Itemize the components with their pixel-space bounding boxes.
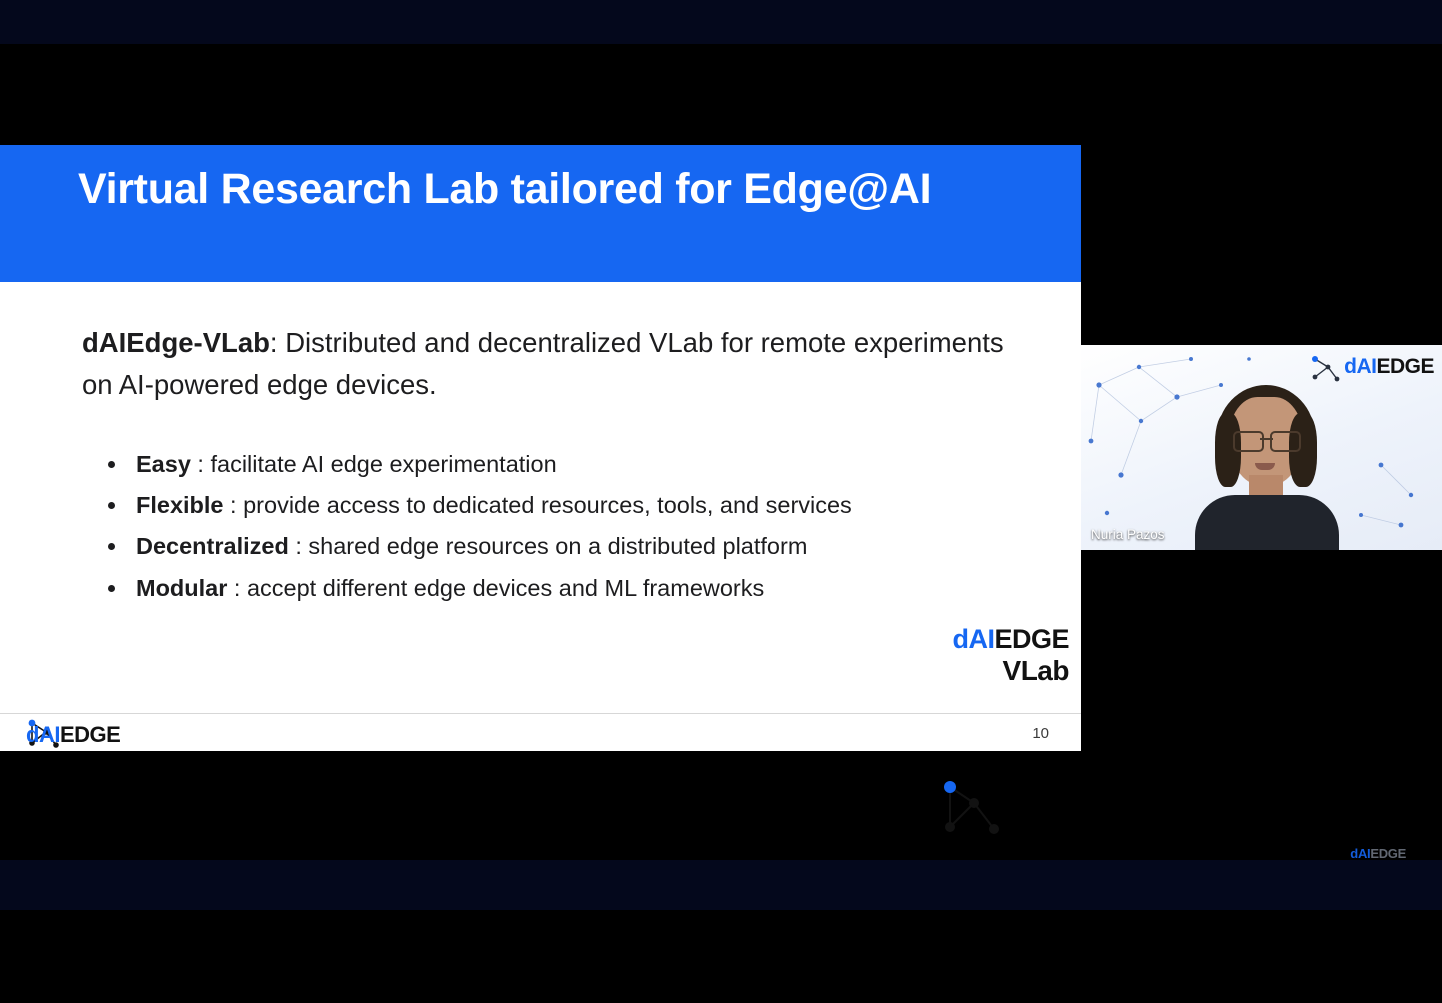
corner-watermark-logo (1350, 846, 1406, 861)
vlab-logo-part1: dAI (952, 624, 995, 654)
slide-body (0, 282, 1081, 713)
bullet-desc: : accept different edge devices and ML frameworks (227, 574, 765, 601)
vlab-logo-part2: EDGE (994, 624, 1069, 654)
list-item (96, 572, 1021, 605)
daiedge-vlab-wordmark (952, 626, 1069, 685)
slide-lead-strong: dAIEdge-VLab (82, 327, 270, 358)
watermark-part1: dAI (1350, 846, 1371, 861)
slide-title-band (0, 145, 1081, 282)
video-logo-part1: dAI (1344, 355, 1377, 378)
footer-logo-wordmark (26, 722, 120, 748)
torso-shape (1195, 495, 1339, 550)
bullet-term: Easy (136, 450, 191, 477)
bullet-term: Modular (136, 574, 228, 601)
footer-logo-part2: EDGE (59, 722, 121, 747)
presentation-slide (0, 145, 1081, 750)
video-overlay-logo-mark-icon (1310, 353, 1340, 383)
bullet-desc: : shared edge resources on a distributed platform (288, 533, 808, 560)
slide-footer (0, 713, 1081, 751)
participant-avatar (1193, 391, 1341, 550)
watermark-part2: EDGE (1370, 846, 1406, 861)
list-item (96, 530, 1021, 563)
bullet-term: Decentralized (136, 533, 289, 560)
footer-logo-part1: dAI (26, 722, 60, 747)
slide-page-number: 10 (1032, 725, 1049, 742)
participant-video-tile[interactable] (1081, 345, 1442, 550)
slide-lead-paragraph (82, 322, 1021, 406)
participant-name-label: Nuria Pazos (1091, 527, 1165, 542)
bullet-desc: : provide access to dedicated resources, tools, and services (223, 491, 852, 518)
bottom-navy-bar (0, 860, 1442, 910)
daiedge-vlab-logo-mark-icon (940, 777, 1000, 839)
top-letterbox-bar (0, 0, 1442, 44)
bullet-term: Flexible (136, 491, 224, 518)
slide-lead-rest: : Distributed and decentralized VLab for remote experiments on AI-powered edge devices. (82, 327, 1004, 400)
glasses-icon (1233, 431, 1301, 448)
video-overlay-logo-wordmark (1344, 355, 1434, 379)
slide-title: Virtual Research Lab tailored for Edge@AI (78, 165, 932, 213)
vlab-logo-part3: VLab (1002, 655, 1069, 686)
bullet-desc: : facilitate AI edge experimentation (190, 450, 557, 477)
slide-bullet-list (82, 448, 1021, 605)
video-logo-part2: EDGE (1376, 355, 1434, 378)
list-item (96, 489, 1021, 522)
list-item (96, 448, 1021, 481)
